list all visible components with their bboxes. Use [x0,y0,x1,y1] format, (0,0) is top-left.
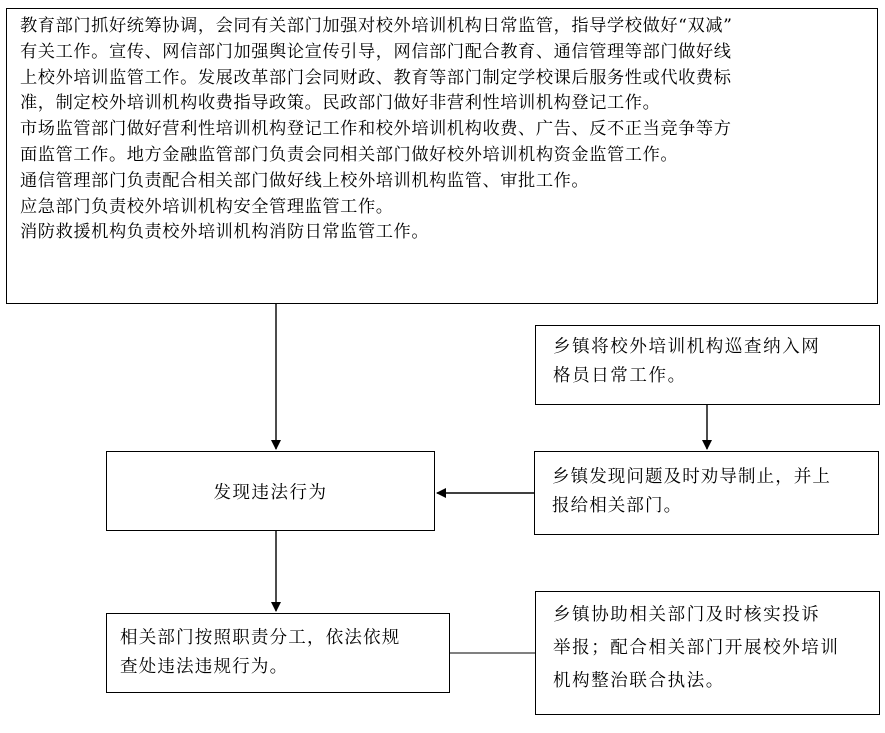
discover-line: 报给相关部门。 [552,496,683,516]
duty-line: 应急部门负责校外培训机构安全管理监管工作。 [20,196,394,217]
violation-label: 发现违法行为 [213,482,328,503]
township-discover-box [534,451,879,535]
patrol-line: 乡镇将校外培训机构巡查纳入网 [553,337,821,357]
township-assist-box [535,591,880,715]
duty-line: 通信管理部门负责配合相关部门做好线上校外培训机构监管、审批工作。 [20,170,590,191]
township-patrol-box [535,325,880,405]
violation-found-box [106,451,435,531]
duty-line: 准，制定校外培训机构收费指导政策。民政部门做好非营利性培训机构登记工作。 [20,93,661,114]
duty-line: 上校外培训监管工作。发展改革部门会同财政、教育等部门制定学校课后服务性或代收费标 [20,67,732,88]
duty-line: 面监管工作。地方金融监管部门负责会同相关部门做好校外培训机构资金监管工作。 [20,144,679,165]
department-handling-box [106,613,450,693]
handle-line: 相关部门按照职责分工，依法依规 [120,628,401,648]
duty-line: 消防救援机构负责校外培训机构消防日常监管工作。 [20,222,430,243]
department-duties-box [6,8,878,304]
assist-line: 举报；配合相关部门开展校外培训 [553,638,840,658]
duty-line: 教育部门抓好统筹协调，会同有关部门加强对校外培训机构日常监管，指导学校做好“双减” [20,16,733,36]
assist-line: 机构整治联合执法。 [553,671,725,691]
handle-line: 查处违法违规行为。 [120,657,289,677]
patrol-line: 格员日常工作。 [553,366,687,386]
assist-line: 乡镇协助相关部门及时核实投诉 [553,605,821,625]
duty-line: 有关工作。宣传、网信部门加强舆论宣传引导，网信部门配合教育、通信管理等部门做好线 [20,41,732,62]
discover-line: 乡镇发现问题及时劝导制止，并上 [552,467,831,487]
duty-line: 市场监管部门做好营利性培训机构登记工作和校外培训机构收费、广告、反不正当竞争等方 [20,119,732,140]
